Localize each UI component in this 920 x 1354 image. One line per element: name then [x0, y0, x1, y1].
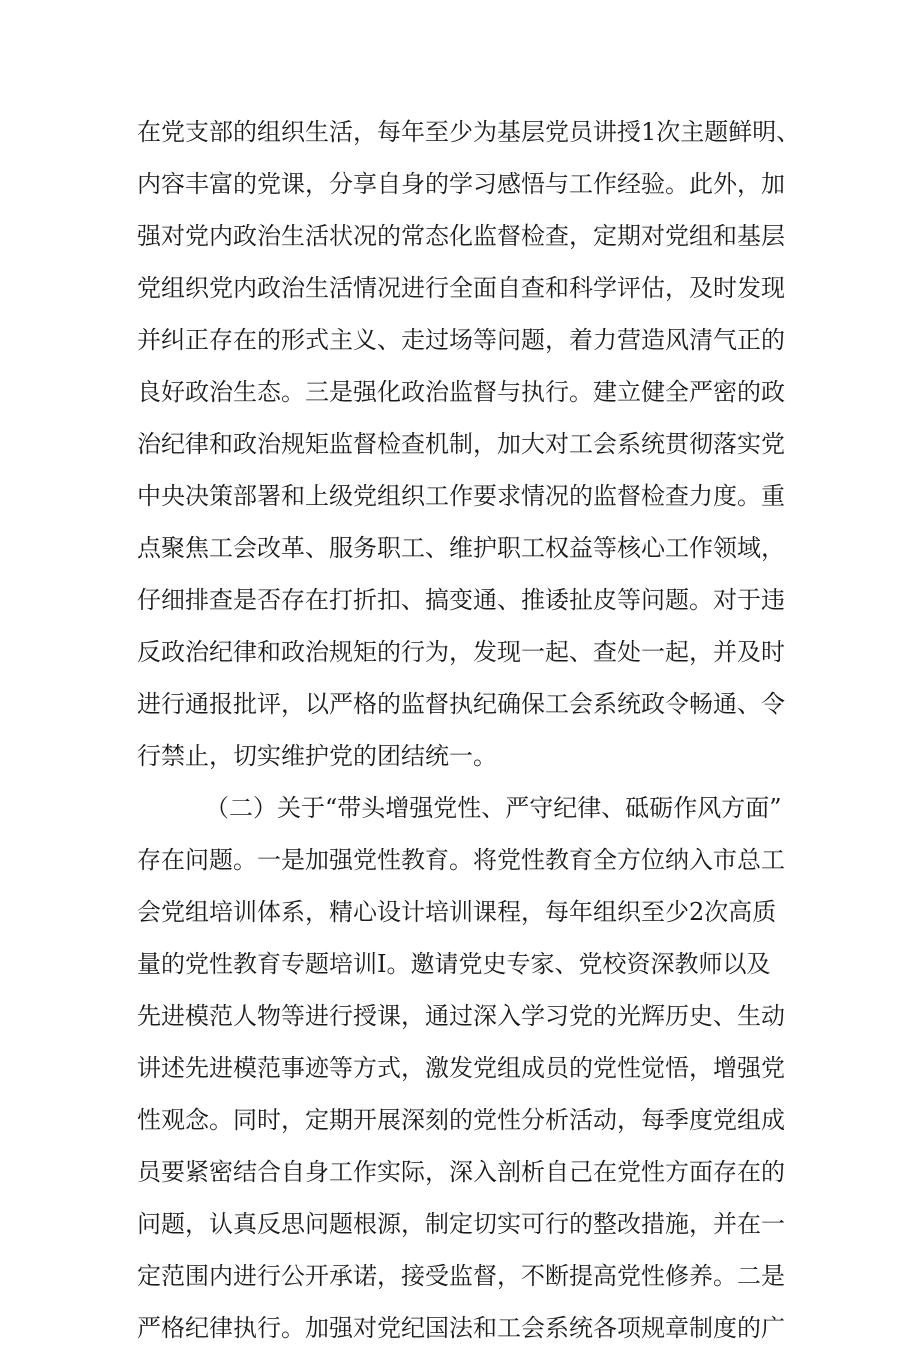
body-text [137, 106, 801, 1354]
text-line: 先进模范人物等进行授课，通过深入学习党的光辉历史、生动 [137, 1002, 785, 1030]
text-line: 量的党性教育专题培训I。邀请党史专家、党校资深教师以及 [137, 950, 771, 978]
text-line: 治纪律和政治规矩监督检查机制，加大对工会系统贯彻落实党 [137, 430, 785, 458]
text-line: 讲述先进模范事迹等方式，激发党组成员的党性觉悟，增强党 [137, 1054, 785, 1082]
text-line: 会党组培训体系，精心设计培训课程，每年组织至少2次高质 [137, 898, 777, 926]
text-line: 内容丰富的党课，分享自身的学习感悟与工作经验。此外，加 [137, 170, 785, 198]
text-line: 性观念。同时，定期开展深刻的党性分析活动，每季度党组成 [137, 1106, 785, 1134]
text-line: 强对党内政治生活状况的常态化监督检查，定期对党组和基层 [137, 222, 785, 250]
text-line: 点聚焦工会改革、服务职工、维护职工权益等核心工作领域， [137, 534, 785, 562]
text-line: 并纠正存在的形式主义、走过场等问题，着力营造风清气正的 [137, 326, 785, 354]
text-line: 存在问题。一是加强党性教育。将党性教育全方位纳入市总工 [137, 846, 785, 874]
section-heading-line: （二）关于“带头增强党性、严守纪律、砥砺作风方面” [205, 794, 782, 822]
text-line: 员要紧密结合自身工作实际，深入剖析自己在党性方面存在的 [137, 1158, 785, 1186]
text-line: 党组织党内政治生活情况进行全面自查和科学评估，及时发现 [137, 274, 785, 302]
text-line: 仔细排查是否存在打折扣、搞变通、推诿扯皮等问题。对于违 [137, 586, 785, 614]
text-line: 良好政治生态。三是强化政治监督与执行。建立健全严密的政 [137, 378, 785, 406]
text-line: 在党支部的组织生活，每年至少为基层党员讲授1次主题鲜明、 [137, 118, 801, 146]
text-line: 严格纪律执行。加强对党纪国法和工会系统各项规章制度的广 [137, 1314, 785, 1342]
text-line: 定范围内进行公开承诺，接受监督，不断提高党性修养。二是 [137, 1262, 785, 1290]
text-line: 问题，认真反思问题根源，制定切实可行的整改措施，并在一 [137, 1210, 785, 1238]
text-line: 中央决策部署和上级党组织工作要求情况的监督检查力度。重 [137, 482, 785, 510]
text-line: 反政治纪律和政治规矩的行为，发现一起、查处一起，并及时 [137, 638, 785, 666]
text-line: 进行通报批评，以严格的监督执纪确保工会系统政令畅通、令 [137, 690, 785, 718]
text-line: 行禁止，切实维护党的团结统一。 [137, 742, 497, 770]
